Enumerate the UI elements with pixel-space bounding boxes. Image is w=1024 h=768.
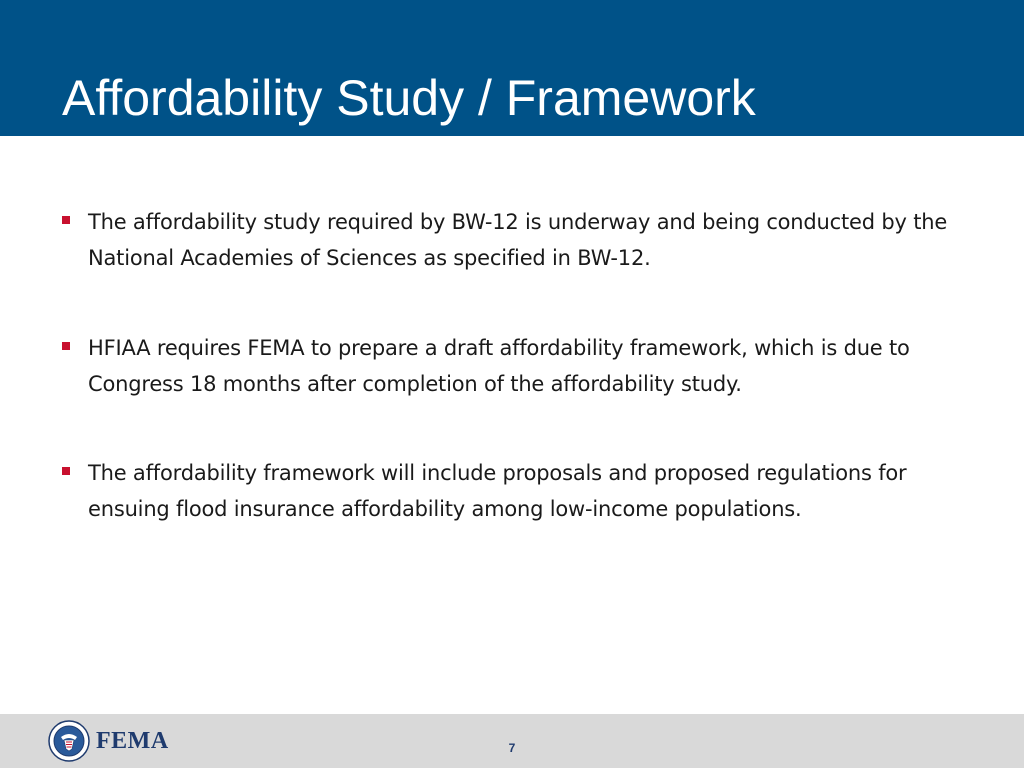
bullet-item — [62, 330, 962, 402]
bullet-square-icon — [62, 342, 70, 350]
fema-logo — [48, 719, 169, 763]
bullet-text: The affordability framework will include proposals and proposed regulations for ensuing flood insurance affordability among low-income populations. — [88, 461, 907, 521]
bullet-item — [62, 204, 962, 276]
page-number: 7 — [508, 741, 516, 755]
slide-title: Affordability Study / Framework — [62, 70, 756, 126]
dhs-seal-icon — [48, 720, 90, 762]
logo-text: FEMA — [96, 727, 169, 754]
bullet-square-icon — [62, 467, 70, 475]
bullet-item — [62, 455, 962, 527]
bullet-text: HFIAA requires FEMA to prepare a draft affordability framework, which is due to Congress 18 months after completion of the affordability study. — [88, 336, 910, 396]
bullet-square-icon — [62, 216, 70, 224]
bullet-text: The affordability study required by BW-12 is underway and being conducted by the National Academies of Sciences as specified in BW-12. — [88, 210, 948, 270]
